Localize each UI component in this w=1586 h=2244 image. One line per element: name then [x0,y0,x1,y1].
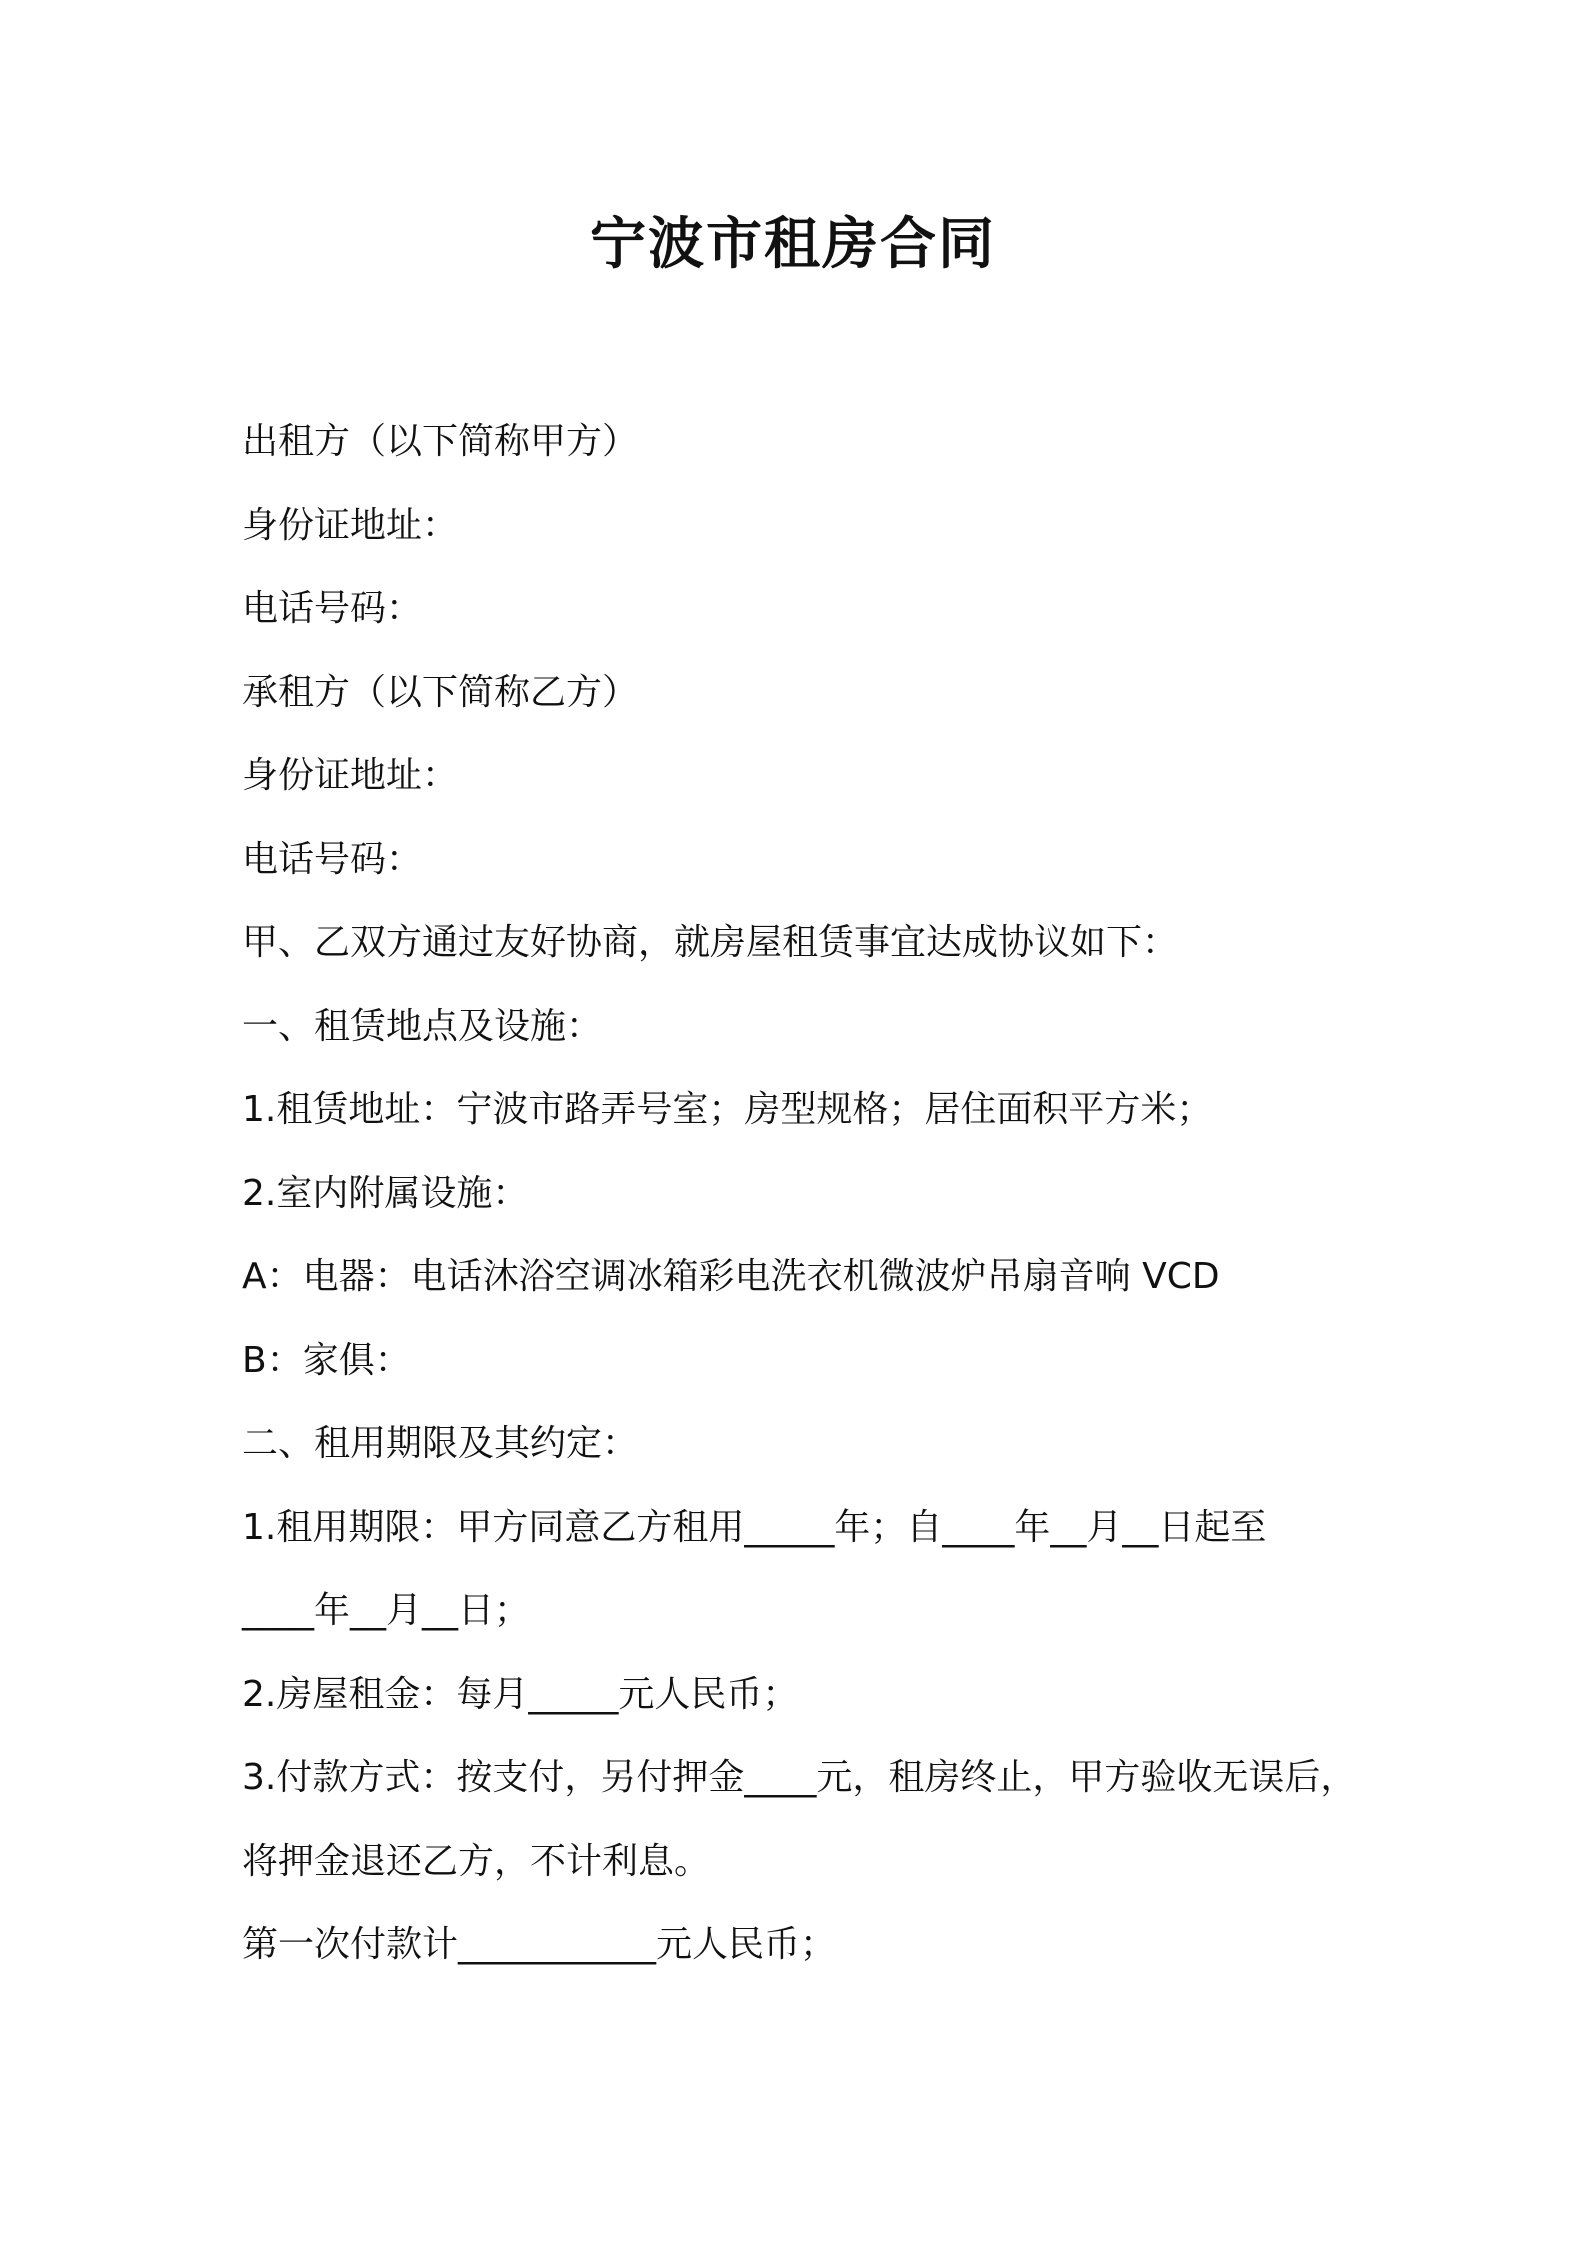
rental-address: 1.租赁地址：宁波市路弄号室；房型规格；居住面积平方米； [242,1089,1213,1130]
document-title: 宁波市租房合同 [590,212,996,277]
payment-method-line: 3.付款方式：按支付，另付押金____元，租房终止，甲方验收无误后， [242,1757,1357,1798]
agreement-intro: 甲、乙双方通过友好协商，就房屋租赁事宜达成协议如下： [242,922,1179,963]
lease-term-end-line: ____年__月__日； [242,1590,531,1631]
lessor-heading: 出租方（以下简称甲方） [242,421,639,462]
contract-body [242,400,1362,1987]
facilities-heading: 2.室内附属设施： [242,1172,529,1214]
furniture-line: B：家俱： [242,1339,411,1381]
lease-term-line: 1.租用期限：甲方同意乙方租用_____年；自____年__月__日起至 [242,1506,1267,1548]
lessee-phone: 电话号码： [242,838,423,880]
lessee-heading: 承租方（以下简称乙方） [242,671,639,713]
lessee-id-address: 身份证地址： [242,755,459,796]
section-two-heading: 二、租用期限及其约定： [242,1423,639,1464]
first-payment-line: 第一次付款计___________元人民币； [242,1924,837,1965]
monthly-rent-line: 2.房屋租金：每月_____元人民币； [242,1673,799,1715]
lessor-phone: 电话号码： [242,588,423,629]
deposit-refund-line: 将押金退还乙方，不计利息。 [242,1840,711,1882]
section-one-heading: 一、租赁地点及设施： [242,1005,603,1047]
lessor-id-address: 身份证地址： [242,504,459,546]
appliances-line: A：电器：电话沐浴空调冰箱彩电洗衣机微波炉吊扇音响 VCD [242,1256,1220,1297]
